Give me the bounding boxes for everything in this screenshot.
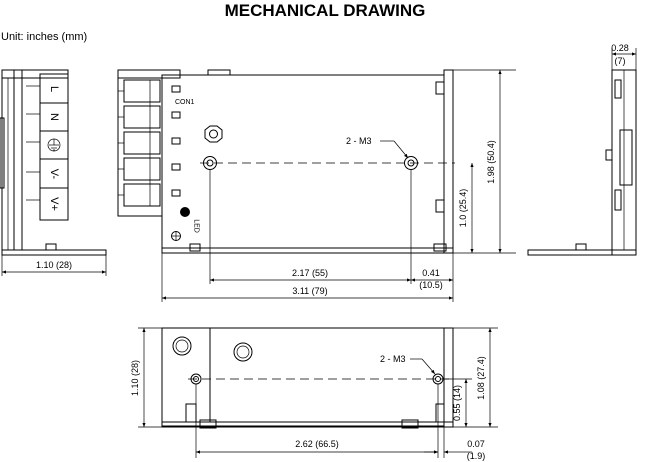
terminal-label-v-plus: V+ <box>48 197 60 211</box>
nut-icon <box>205 126 222 142</box>
round-hole-icon <box>173 337 191 355</box>
right-side-view <box>528 43 636 255</box>
screw-callout-top: 2 - M3 <box>346 136 372 146</box>
terminal-label-n: N <box>48 113 60 121</box>
dim-height: 1.98 (50.4) <box>486 140 496 184</box>
dim-bottom-hole-spacing: 2.62 (66.5) <box>295 439 339 449</box>
dim-thickness-mm: (7) <box>614 56 626 66</box>
dim-hole-offset-in: 0.41 <box>422 268 440 278</box>
dim-bottom-edge-mm: (1.9) <box>466 451 486 461</box>
screw-callout-bottom: 2 - M3 <box>380 354 406 364</box>
led-icon <box>180 207 190 217</box>
dim-side-width: 1.10 (28) <box>35 260 73 270</box>
dim-bottom-hole-height: 0.55 (14) <box>452 384 462 422</box>
potentiometer-icon <box>172 232 181 241</box>
drawing-title: MECHANICAL DRAWING <box>224 1 426 20</box>
dim-bottom-total: 1.08 (27.4) <box>476 356 486 400</box>
front-view <box>118 70 516 302</box>
terminal-label-l: L <box>48 85 60 93</box>
dim-bottom-edge-in: 0.07 <box>467 439 485 449</box>
con1-label: CON1 <box>175 99 195 106</box>
dim-hole-offset-mm: (10.5) <box>419 280 443 290</box>
dim-hole-spacing-top: 2.17 (55) <box>291 268 329 278</box>
dim-thickness-in: 0.28 <box>611 43 629 53</box>
units-note: Unit: inches (mm) <box>1 31 88 43</box>
round-hole-icon <box>234 343 252 361</box>
dim-hole-height: 1.0 (25.4) <box>458 188 468 228</box>
ground-icon <box>48 139 60 151</box>
dim-length: 3.11 (79) <box>292 286 328 296</box>
left-side-view <box>0 70 106 276</box>
led-label: LED <box>192 219 200 233</box>
terminal-label-v-minus: V- <box>48 168 60 180</box>
dim-bottom-height: 1.10 (28) <box>130 359 140 397</box>
bottom-view <box>130 328 498 461</box>
